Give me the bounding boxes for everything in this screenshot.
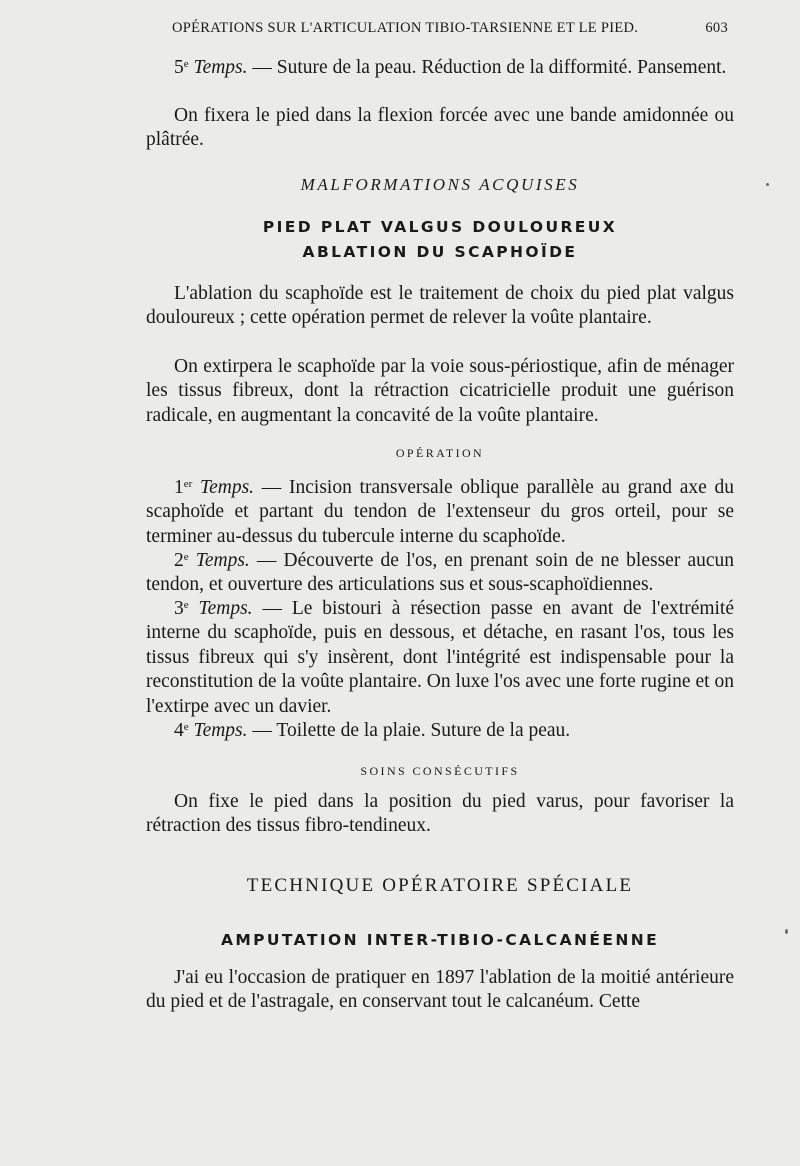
temps-text: — Toilette de la plaie. Suture de la peau.	[247, 720, 571, 741]
temps-label: Temps.	[200, 477, 255, 498]
paragraph-temps-5	[146, 56, 734, 80]
temps-label: Temps.	[193, 57, 248, 78]
paragraph-temps-4	[146, 719, 734, 743]
paragraph-amputation	[146, 966, 734, 1015]
page-speck	[766, 183, 769, 186]
paragraph-fixera	[146, 104, 734, 153]
temps-label: Temps.	[195, 550, 250, 571]
running-head-title: OPÉRATIONS SUR L'ARTICULATION TIBIO-TARSIENNE ET LE PIED.	[172, 20, 639, 36]
paragraph-soins-text: On fixe le pied dans la position du pied varus, pour favoriser la rétraction des tissus fibro-tendineux.	[146, 791, 734, 837]
paragraph-ablation	[146, 282, 734, 331]
temps-number: 5	[174, 57, 184, 78]
paragraph-soins	[146, 790, 734, 839]
paragraph-temps-2	[146, 549, 734, 598]
heading-soins-consecutifs: SOINS CONSÉCUTIFS	[360, 764, 520, 778]
heading-amputation: AMPUTATION INTER-TIBIO-CALCANÉENNE	[220, 931, 660, 949]
temps-superscript: e	[183, 58, 189, 70]
heading-pied-plat: PIED PLAT VALGUS DOULOUREUX	[262, 218, 618, 236]
temps-label: Temps.	[193, 720, 248, 741]
temps-superscript: e	[183, 599, 189, 611]
paragraph-extirpera	[146, 355, 734, 428]
temps-number: 2	[174, 550, 184, 571]
heading-operation: OPÉRATION	[395, 446, 485, 460]
temps-number: 4	[174, 720, 184, 741]
page-number: 603	[705, 20, 728, 36]
temps-text: — Découverte de l'os, en prenant soin de ne blesser aucun tendon, et ouverture des articulations sus et sous-scaphoïdiennes.	[146, 550, 735, 596]
temps-superscript: e	[183, 721, 189, 733]
paragraph-extirpera-text: On extirpera le scaphoïde par la voie sous-périostique, afin de ménager les tissus fibreux, dont la rétraction cicatricielle produit une guérison radicale, en augmentant la concavité de la voûte plantaire.	[146, 356, 734, 426]
temps-text: — Le bistouri à résection passe en avant de l'extrémité interne du scaphoïde, puis en dessous, et détache, en rasant l'os, tous les tissus fibreux qui s'y insèrent, dont l'intégrité est indispensable pour la reconstitution de la voûte plantaire. On luxe l'os avec une forte rugine et on l'extirpe avec un davier.	[146, 598, 735, 717]
temps-superscript: e	[183, 551, 189, 563]
temps-text: — Incision transversale oblique parallèle au grand axe du scaphoïde et partant du tendon de l'extenseur du gros orteil, pour se terminer au-dessus du tubercule interne du scaphoïde.	[146, 477, 734, 547]
temps-text: — Suture de la peau. Réduction de la difformité. Pansement.	[247, 57, 727, 78]
paragraph-fixera-text: On fixera le pied dans la flexion forcée avec une bande amidonnée ou plâtrée.	[146, 105, 734, 151]
paragraph-amputation-text: J'ai eu l'occasion de pratiquer en 1897 l'ablation de la moitié antérieure du pied et de l'astragale, en conservant tout le calcanéum. Cette	[146, 967, 734, 1013]
temps-superscript: er	[183, 478, 193, 490]
heading-technique-speciale: TECHNIQUE OPÉRATOIRE SPÉCIALE	[246, 875, 634, 896]
paragraph-temps-1	[146, 476, 734, 549]
temps-number: 3	[174, 598, 184, 619]
heading-ablation-scaphoide: ABLATION DU SCAPHOÏDE	[302, 243, 578, 261]
paragraph-ablation-text: L'ablation du scaphoïde est le traitement de choix du pied plat valgus douloureux ; cette opération permet de relever la voûte plantaire.	[146, 283, 734, 329]
temps-label: Temps.	[198, 598, 253, 619]
paragraph-temps-3	[146, 597, 734, 719]
page-speck	[785, 929, 788, 934]
heading-malformations-acquises: MALFORMATIONS ACQUISES	[300, 175, 580, 194]
temps-number: 1	[174, 477, 184, 498]
